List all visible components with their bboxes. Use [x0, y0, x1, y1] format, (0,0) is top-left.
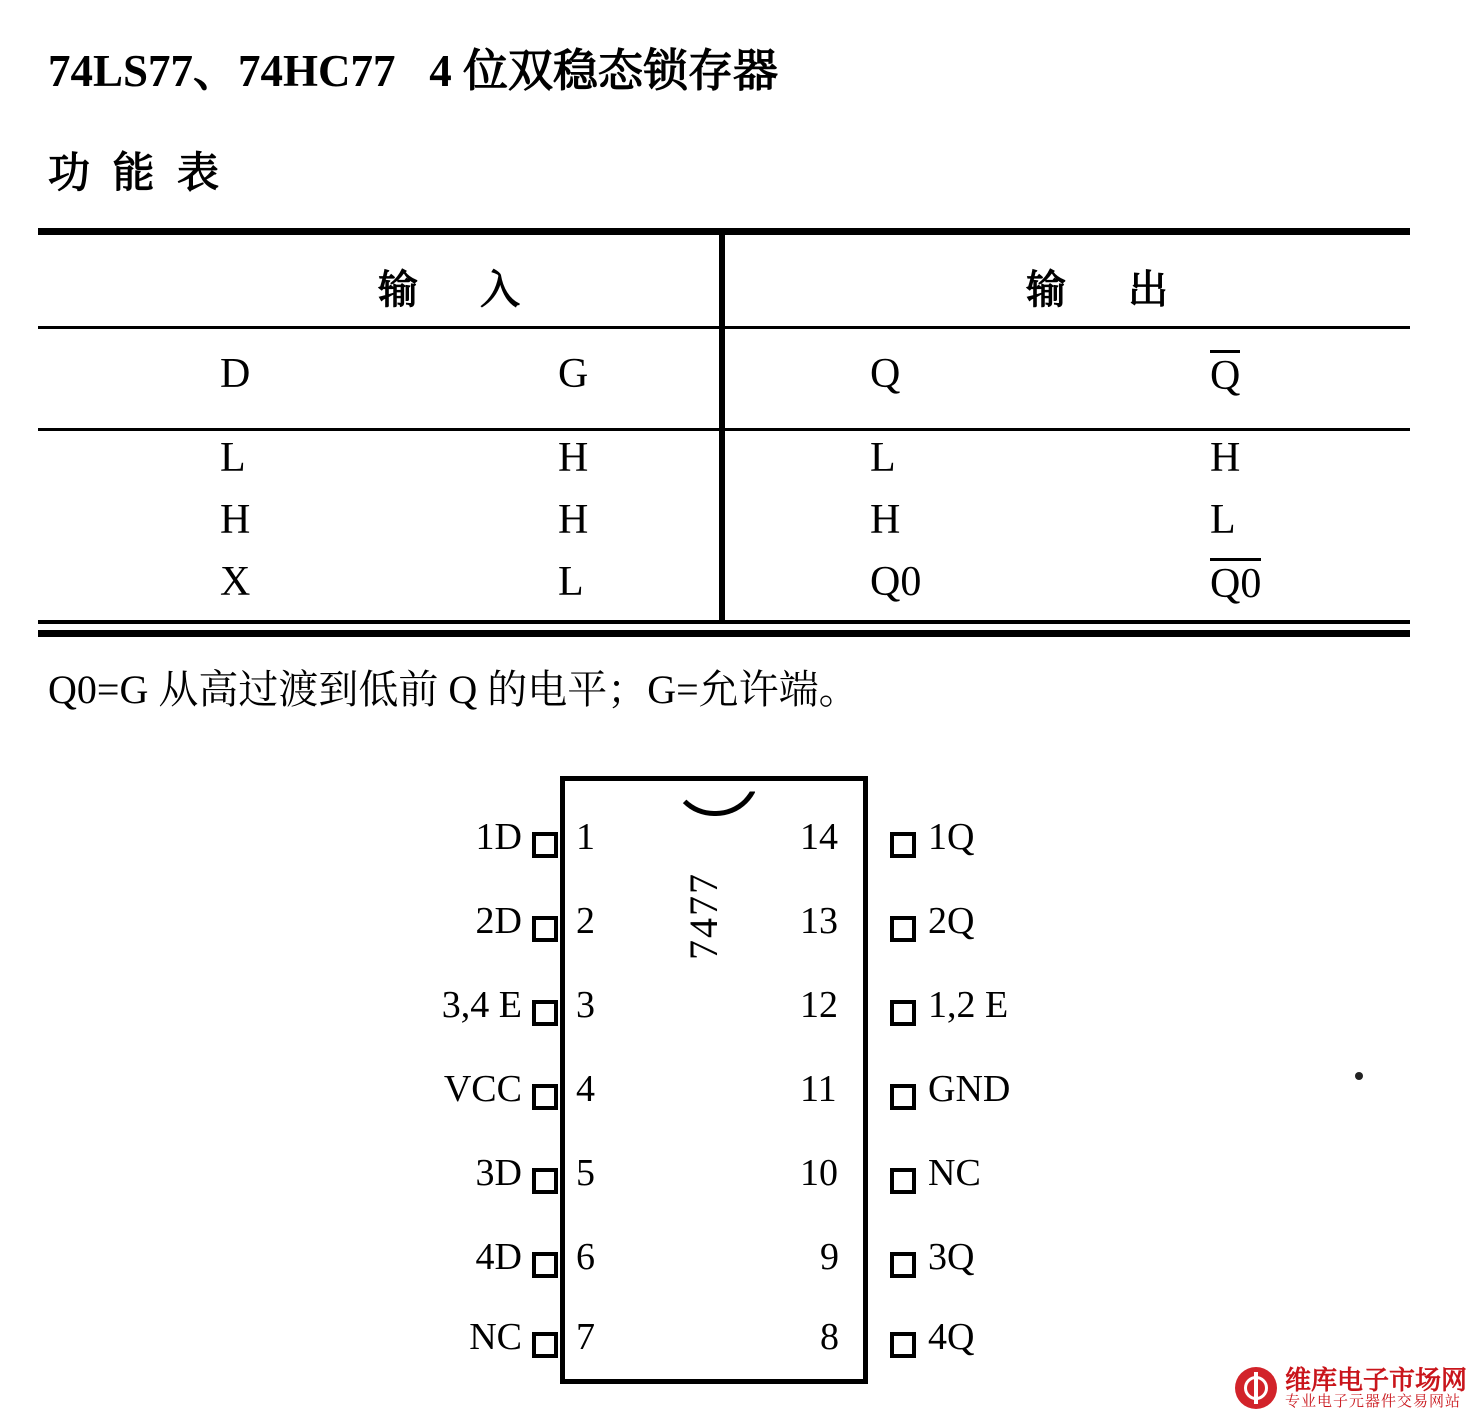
table-cell: H: [558, 435, 589, 481]
pin-pad: [890, 1000, 916, 1026]
table-group-header-outputs: 输 出: [1026, 267, 1182, 312]
table-cell: X: [220, 559, 251, 605]
pin-pad: [532, 1084, 558, 1110]
pinout-diagram: [380, 770, 1100, 1390]
pin-number: 3: [576, 984, 595, 1026]
pin-pad: [532, 1252, 558, 1278]
pin-number: 8: [820, 1316, 839, 1358]
pin-number: 13: [800, 900, 838, 942]
watermark-texts: [1284, 1364, 1467, 1411]
pin-label: 3Q: [928, 1236, 975, 1278]
pin-label: 4Q: [928, 1316, 975, 1358]
pin-number: 12: [800, 984, 838, 1026]
pin-pad: [532, 1332, 558, 1358]
pin-label: VCC: [443, 1068, 522, 1110]
pin-number: 5: [576, 1152, 595, 1194]
pin-number: 6: [576, 1236, 595, 1278]
pin-label: 3D: [475, 1152, 522, 1194]
pin-number: 7: [576, 1316, 595, 1358]
pin-label: 1,2 E: [928, 984, 1009, 1026]
table-cell: L: [870, 435, 896, 481]
pin-pad: [890, 832, 916, 858]
pin-pad: [890, 1168, 916, 1194]
pin-number: 2: [576, 900, 595, 942]
pin-label: 4D: [475, 1236, 522, 1278]
table-cell: H: [1210, 435, 1241, 481]
table-cell: L: [558, 559, 584, 605]
pin-label: 2Q: [928, 900, 975, 942]
pin-pad: [890, 1332, 916, 1358]
function-table: [38, 228, 1410, 638]
table-note: Q0=G 从高过渡到低前 Q 的电平；G=允许端。: [48, 667, 859, 712]
pin-pad: [532, 1168, 558, 1194]
section-title: 功 能 表: [48, 151, 226, 197]
table-rule-vertical: [719, 232, 725, 624]
watermark: [1235, 1364, 1467, 1411]
table-cell: H: [558, 497, 589, 543]
table-rule-bottom-thick: [38, 630, 1410, 637]
pin-label: GND: [928, 1068, 1011, 1110]
table-group-header-inputs: 输 入: [378, 267, 534, 312]
scan-speck: [1355, 1072, 1363, 1080]
pin-pad: [890, 1252, 916, 1278]
table-cell: L: [220, 435, 246, 481]
pin-number: 1: [576, 816, 595, 858]
pin-label: 2D: [475, 900, 522, 942]
table-cell: H: [220, 497, 251, 543]
table-cell: [1210, 558, 1261, 608]
pin-pad: [532, 1000, 558, 1026]
pin-label: 1Q: [928, 816, 975, 858]
overbar-text: Q: [1210, 350, 1240, 397]
pin-number: 11: [800, 1068, 837, 1110]
table-column-header-q-not: [1210, 350, 1240, 400]
table-column-header-d: D: [220, 351, 251, 397]
pin-label: NC: [469, 1316, 522, 1358]
watermark-site-name: 维库电子市场网: [1284, 1364, 1467, 1395]
pin-label: NC: [928, 1152, 981, 1194]
table-cell: Q0: [870, 559, 922, 605]
table-cell: H: [870, 497, 901, 543]
pin-number: 14: [800, 816, 838, 858]
pin-label: 1D: [475, 816, 522, 858]
overbar-text: Q0: [1210, 558, 1261, 605]
watermark-logo-icon: [1235, 1367, 1277, 1409]
pin-number: 9: [820, 1236, 839, 1278]
page-title: 74LS77、74HC77 4 位双稳态锁存器: [48, 46, 779, 96]
table-column-header-q: Q: [870, 351, 901, 397]
pin-pad: [890, 916, 916, 942]
table-cell: L: [1210, 497, 1236, 543]
pin-number: 10: [800, 1152, 838, 1194]
table-column-header-g: G: [558, 351, 589, 397]
pin-number: 4: [576, 1068, 595, 1110]
pin-label: 3,4 E: [441, 984, 522, 1026]
pin-pad: [532, 916, 558, 942]
chip-part-number: 7477: [681, 872, 726, 960]
pin-pad: [890, 1084, 916, 1110]
pin-pad: [532, 832, 558, 858]
watermark-tagline: 专业电子元器件交易网站: [1284, 1393, 1461, 1411]
